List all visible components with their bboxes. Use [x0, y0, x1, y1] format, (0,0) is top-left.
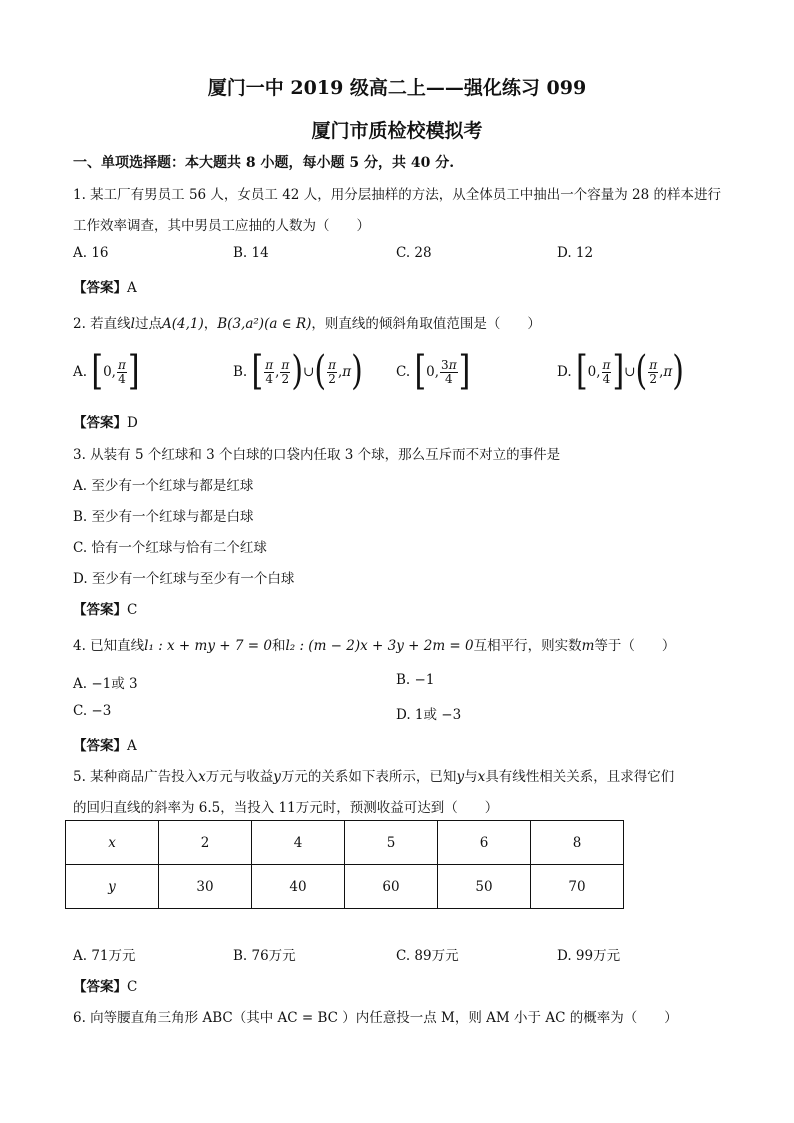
q3-stem: 3. 从装有 5 个红球和 3 个白球的口袋内任取 3 个球，那么互斥而不对立的事件是	[73, 447, 561, 463]
q2-answer-value: D	[127, 415, 138, 431]
q6-stem: 6. 向等腰直角三角形 ABC（其中 AC = BC ）内任意投一点 M，则 AM 小于 AC 的概率为（ ）	[73, 1010, 678, 1026]
q4-option-d: D. 1或 −3	[396, 707, 462, 723]
answer-tag: 【答案】	[73, 602, 127, 618]
q3-answer	[73, 598, 137, 618]
answer-tag: 【答案】	[73, 979, 127, 995]
q5-answer-value: C	[127, 979, 138, 995]
q5-var-y-2: y	[456, 769, 465, 785]
answer-tag: 【答案】	[73, 280, 127, 296]
q2-text-a: 2. 若直线	[73, 316, 131, 332]
q3-option-a: A. 至少有一个红球与都是红球	[73, 478, 254, 494]
section-heading: 一、单项选择题：本大题共 8 小题，每小题 5 分，共 40 分.	[73, 155, 455, 171]
q1-answer	[73, 276, 137, 296]
table-cell: y	[66, 865, 159, 909]
q5-var-x-2: x	[477, 769, 486, 785]
q2-option-d: D. [ 0, $\frac{\pi}{4}$ ] ∪ ( $\frac{\pi}{2}$ , π )	[557, 347, 684, 395]
q2-option-b-label: B.	[233, 364, 248, 380]
q1-option-c: C. 28	[396, 245, 432, 261]
q5-option-a: A. 71万元	[73, 948, 136, 964]
answer-tag: 【答案】	[73, 415, 127, 431]
q4-line-l1: l₁ : x + my + 7 = 0	[144, 638, 272, 654]
q5-text-b: 万元与收益	[205, 769, 274, 785]
q4-var-m: m	[581, 638, 595, 654]
q4-option-b: B. −1	[396, 672, 435, 688]
q5-option-c: C. 89万元	[396, 948, 459, 964]
q2-answer	[73, 411, 138, 431]
q1-option-d: D. 12	[557, 245, 594, 261]
q5-option-b: B. 76万元	[233, 948, 296, 964]
q1-option-b: B. 14	[233, 245, 269, 261]
table-cell: 5	[345, 821, 438, 865]
q2-option-b: B. [ $\frac{\pi}{4}$ , $\frac{\pi}{2}$ ) ∪ ( $\frac{\pi}{2}$ , π )	[233, 347, 363, 395]
q4-answer	[73, 734, 137, 754]
q4-stem	[73, 634, 675, 654]
q2-text-b: 过点	[135, 316, 162, 332]
q4-option-c: C. −3	[73, 703, 112, 719]
q5-var-y: y	[273, 769, 281, 785]
table-cell: 4	[252, 821, 345, 865]
q5-text-c: 万元的关系如下表所示，已知	[280, 769, 457, 785]
table-cell: x	[66, 821, 159, 865]
table-cell: 6	[438, 821, 531, 865]
page-subtitle: 厦门市质检校模拟考	[311, 120, 483, 142]
table-cell: 50	[438, 865, 531, 909]
table-cell: 30	[159, 865, 252, 909]
page-title: 厦门一中 2019 级高二上——强化练习 099	[207, 77, 587, 99]
q5-text-a: 5. 某种商品广告投入	[73, 769, 199, 785]
q5-text-d: 与	[464, 769, 478, 785]
q2-stem	[73, 312, 541, 332]
q4-option-a: A. −1或 3	[73, 676, 138, 692]
q1-answer-value: A	[127, 280, 137, 296]
q5-text-e: 具有线性相关关系，且求得它们	[485, 769, 675, 785]
table-cell: 70	[531, 865, 624, 909]
q5-line1	[73, 765, 674, 785]
q2-sep: ，	[203, 316, 218, 332]
q2-option-a: A. [ 0, $\frac{\pi}{4}$ ]	[73, 347, 140, 395]
q2-point-a: A(4,1)	[162, 316, 204, 332]
q4-suffix-b: 等于（ ）	[594, 638, 676, 654]
q3-option-b: B. 至少有一个红球与都是白球	[73, 509, 254, 525]
table-cell: 2	[159, 821, 252, 865]
answer-tag: 【答案】	[73, 738, 127, 754]
q3-answer-value: C	[127, 602, 138, 618]
q5-data-table	[65, 820, 624, 909]
q1-option-a: A. 16	[73, 245, 109, 261]
q2-option-c-label: C.	[396, 364, 411, 380]
q2-text-c: ，则直线的倾斜角取值范围是（ ）	[311, 316, 541, 332]
table-row	[66, 821, 624, 865]
q4-answer-value: A	[127, 738, 137, 754]
q2-var-l: l	[130, 316, 135, 332]
q5-answer	[73, 975, 137, 995]
q2-point-b: B(3,a²)	[217, 316, 265, 332]
q4-suffix-a: 互相平行，则实数	[473, 638, 582, 654]
q1-line2: 工作效率调查，其中男员工应抽的人数为（ ）	[73, 218, 370, 234]
fraction: $\frac{\pi}{4}$	[117, 357, 126, 386]
q5-var-x: x	[198, 769, 206, 785]
table-cell: 40	[252, 865, 345, 909]
q2-condition: (a ∈ R)	[264, 316, 312, 332]
q3-option-c: C. 恰有一个红球与恰有二个红球	[73, 540, 267, 556]
q1-line1: 1. 某工厂有男员工 56 人，女员工 42 人，用分层抽样的方法，从全体员工中抽出一个容量为 28 的样本进行	[73, 187, 721, 203]
q2-option-c: C. [ 0, $\frac{3\pi}{4}$ ]	[396, 347, 471, 395]
q4-prefix: 4. 已知直线	[73, 638, 145, 654]
table-cell: 60	[345, 865, 438, 909]
q5-option-d: D. 99万元	[557, 948, 621, 964]
q5-line2: 的回归直线的斜率为 6.5，当投入 11万元时，预测收益可达到（ ）	[73, 800, 499, 816]
q4-and: 和	[271, 638, 286, 654]
table-cell: 8	[531, 821, 624, 865]
q2-option-a-label: A.	[73, 364, 88, 380]
q4-line-l2: l₂ : (m − 2)x + 3y + 2m = 0	[285, 638, 474, 654]
q2-option-d-label: D.	[557, 364, 572, 380]
table-row	[66, 865, 624, 909]
q3-option-d: D. 至少有一个红球与至少有一个白球	[73, 571, 295, 587]
